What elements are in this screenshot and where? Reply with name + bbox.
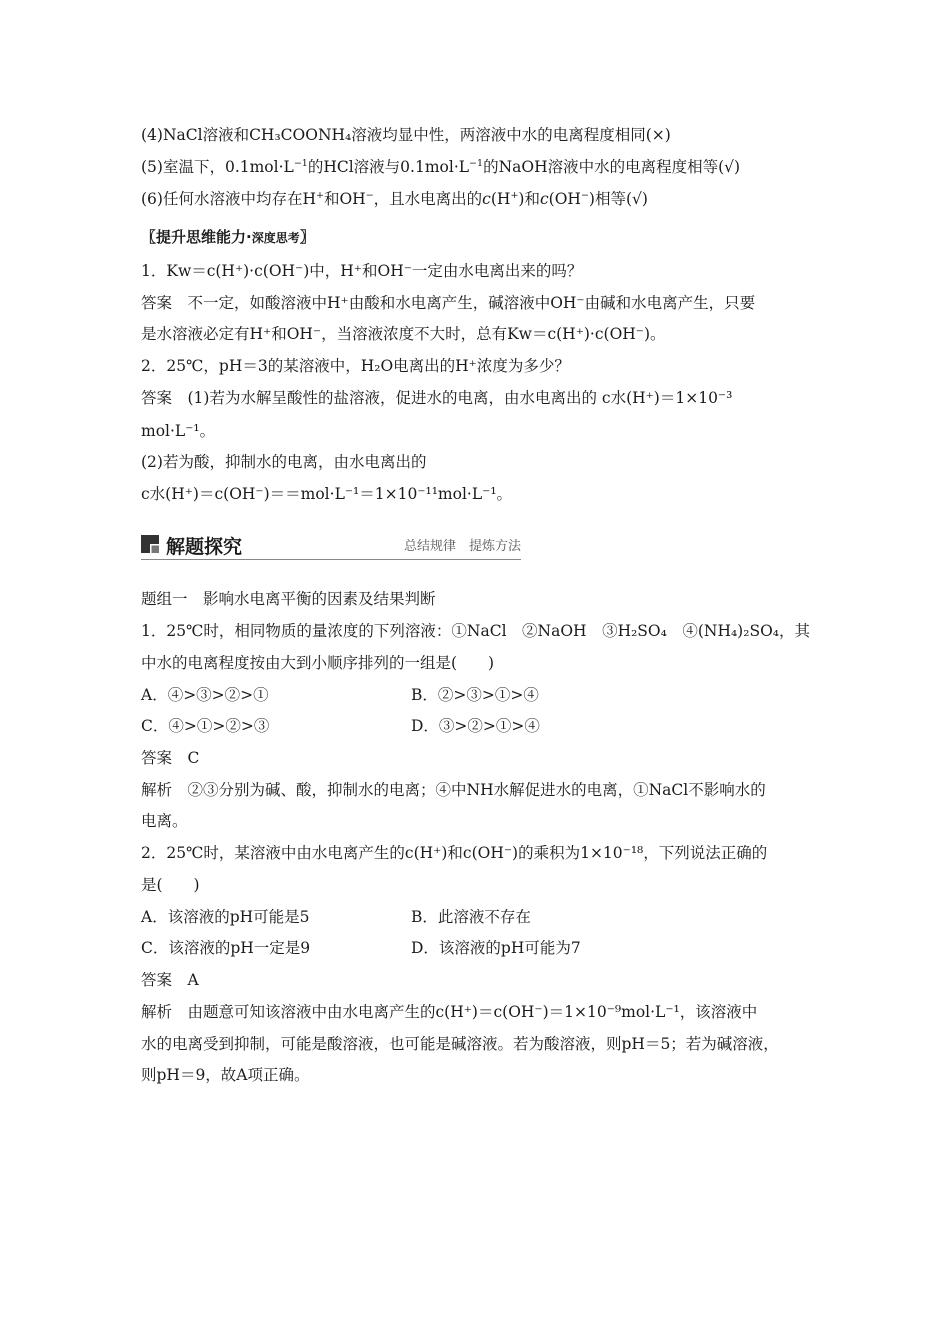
problem-2-option-a: A．该溶液的pH可能是5 <box>141 908 310 926</box>
thinking-answer-2-line-4: c水(H⁺)＝c(OH⁻)＝＝mol·L⁻¹＝1×10⁻¹¹mol·L⁻¹。 <box>141 485 513 503</box>
thinking-question-1: 1．Kw＝c(H⁺)·c(OH⁻)中，H⁺和OH⁻一定由水电离出来的吗？ <box>141 262 583 280</box>
thinking-answer-1-line-1: 答案 不一定，如酸溶液中H⁺由酸和水电离产生，碱溶液中OH⁻由碱和水电离产生，只要 <box>141 294 756 312</box>
thinking-answer-1-line-2: 是水溶液必定有H⁺和OH⁻，当溶液浓度不大时，总有Kw＝c(H⁺)·c(OH⁻)。 <box>141 325 666 343</box>
thinking-section-title: 〖提升思维能力·深度思考〗 <box>141 228 315 246</box>
problem-1-explanation-line-1: 解析 ②③分别为碱、酸，抑制水的电离；④中NH水解促进水的电离，①NaCl不影响水的 <box>141 781 766 799</box>
problem-2-option-b: B．此溶液不存在 <box>411 908 531 926</box>
section-square-icon <box>141 535 159 553</box>
section-divider <box>141 559 521 560</box>
section-subtitle: 总结规律 提炼方法 <box>403 539 521 554</box>
problem-1-explanation-line-2: 电离。 <box>141 812 188 830</box>
problem-2-answer: 答案 A <box>141 971 199 989</box>
problem-1-line-1: 1．25℃时，相同物质的量浓度的下列溶液：①NaCl ②NaOH ③H₂SO₄ ④(NH₄)₂SO₄，其 <box>141 622 810 640</box>
thinking-answer-2-line-3: (2)若为酸，抑制水的电离，由水电离出的 <box>141 453 427 471</box>
thinking-answer-2-line-1: 答案 (1)若为水解呈酸性的盐溶液，促进水的电离，由水电离出的 c水(H⁺)＝1×10⁻³ <box>141 389 733 407</box>
thinking-answer-2-line-2: mol·L⁻¹。 <box>141 422 216 440</box>
problem-2-explanation-line-1: 解析 由题意可知该溶液中由水电离产生的c(H⁺)＝c(OH⁻)＝1×10⁻⁹mol·L⁻¹，该溶液中 <box>141 1003 758 1021</box>
judge-item-5: (5)室温下，$0.1mol\cdot L^{-1}$的HCl溶液与$0.1mol\cdot L^{-1}$的NaOH溶液中水的电离程度相等(√) <box>141 158 741 176</box>
problem-2-explanation-line-2: 水的电离受到抑制，可能是酸溶液，也可能是碱溶液。若为酸溶液，则pH＝5；若为碱溶液， <box>141 1035 779 1053</box>
problem-1-option-d: D．③>②>①>④ <box>411 717 540 735</box>
problem-2-line-2: 是( ) <box>141 876 200 894</box>
problem-2-explanation-line-3: 则pH＝9，故A项正确。 <box>141 1066 310 1084</box>
problem-1-option-c: C．④>①>②>③ <box>141 717 270 735</box>
problem-1-option-a: A．④>③>②>① <box>141 686 269 704</box>
problem-1-option-b: B．②>③>①>④ <box>411 686 539 704</box>
problem-2-option-c: C．该溶液的pH一定是9 <box>141 939 311 957</box>
problem-1-answer: 答案 C <box>141 749 200 767</box>
group-title: 题组一 影响水电离平衡的因素及结果判断 <box>141 590 436 608</box>
problem-2-option-d: D．该溶液的pH可能为7 <box>411 939 581 957</box>
judge-item-6: (6)任何水溶液中均存在H+和OH−，且水电离出的c(H+)和c(OH−)相等(√) <box>141 190 648 208</box>
judge-item-4: (4)NaCl溶液和CH₃COONH₄溶液均显中性，两溶液中水的电离程度相同(×) <box>141 126 671 144</box>
problem-1-line-2: 中水的电离程度按由大到小顺序排列的一组是( ) <box>141 654 495 672</box>
section-header <box>141 532 521 562</box>
section-title: 解题探究 <box>166 536 243 558</box>
thinking-question-2: 2．25℃，pH＝3的某溶液中，H₂O电离出的H⁺浓度为多少？ <box>141 357 570 375</box>
problem-2-line-1: 2．25℃时，某溶液中由水电离产生的c(H⁺)和c(OH⁻)的乘积为1×10⁻¹⁸，下列说法正确的 <box>141 844 768 862</box>
